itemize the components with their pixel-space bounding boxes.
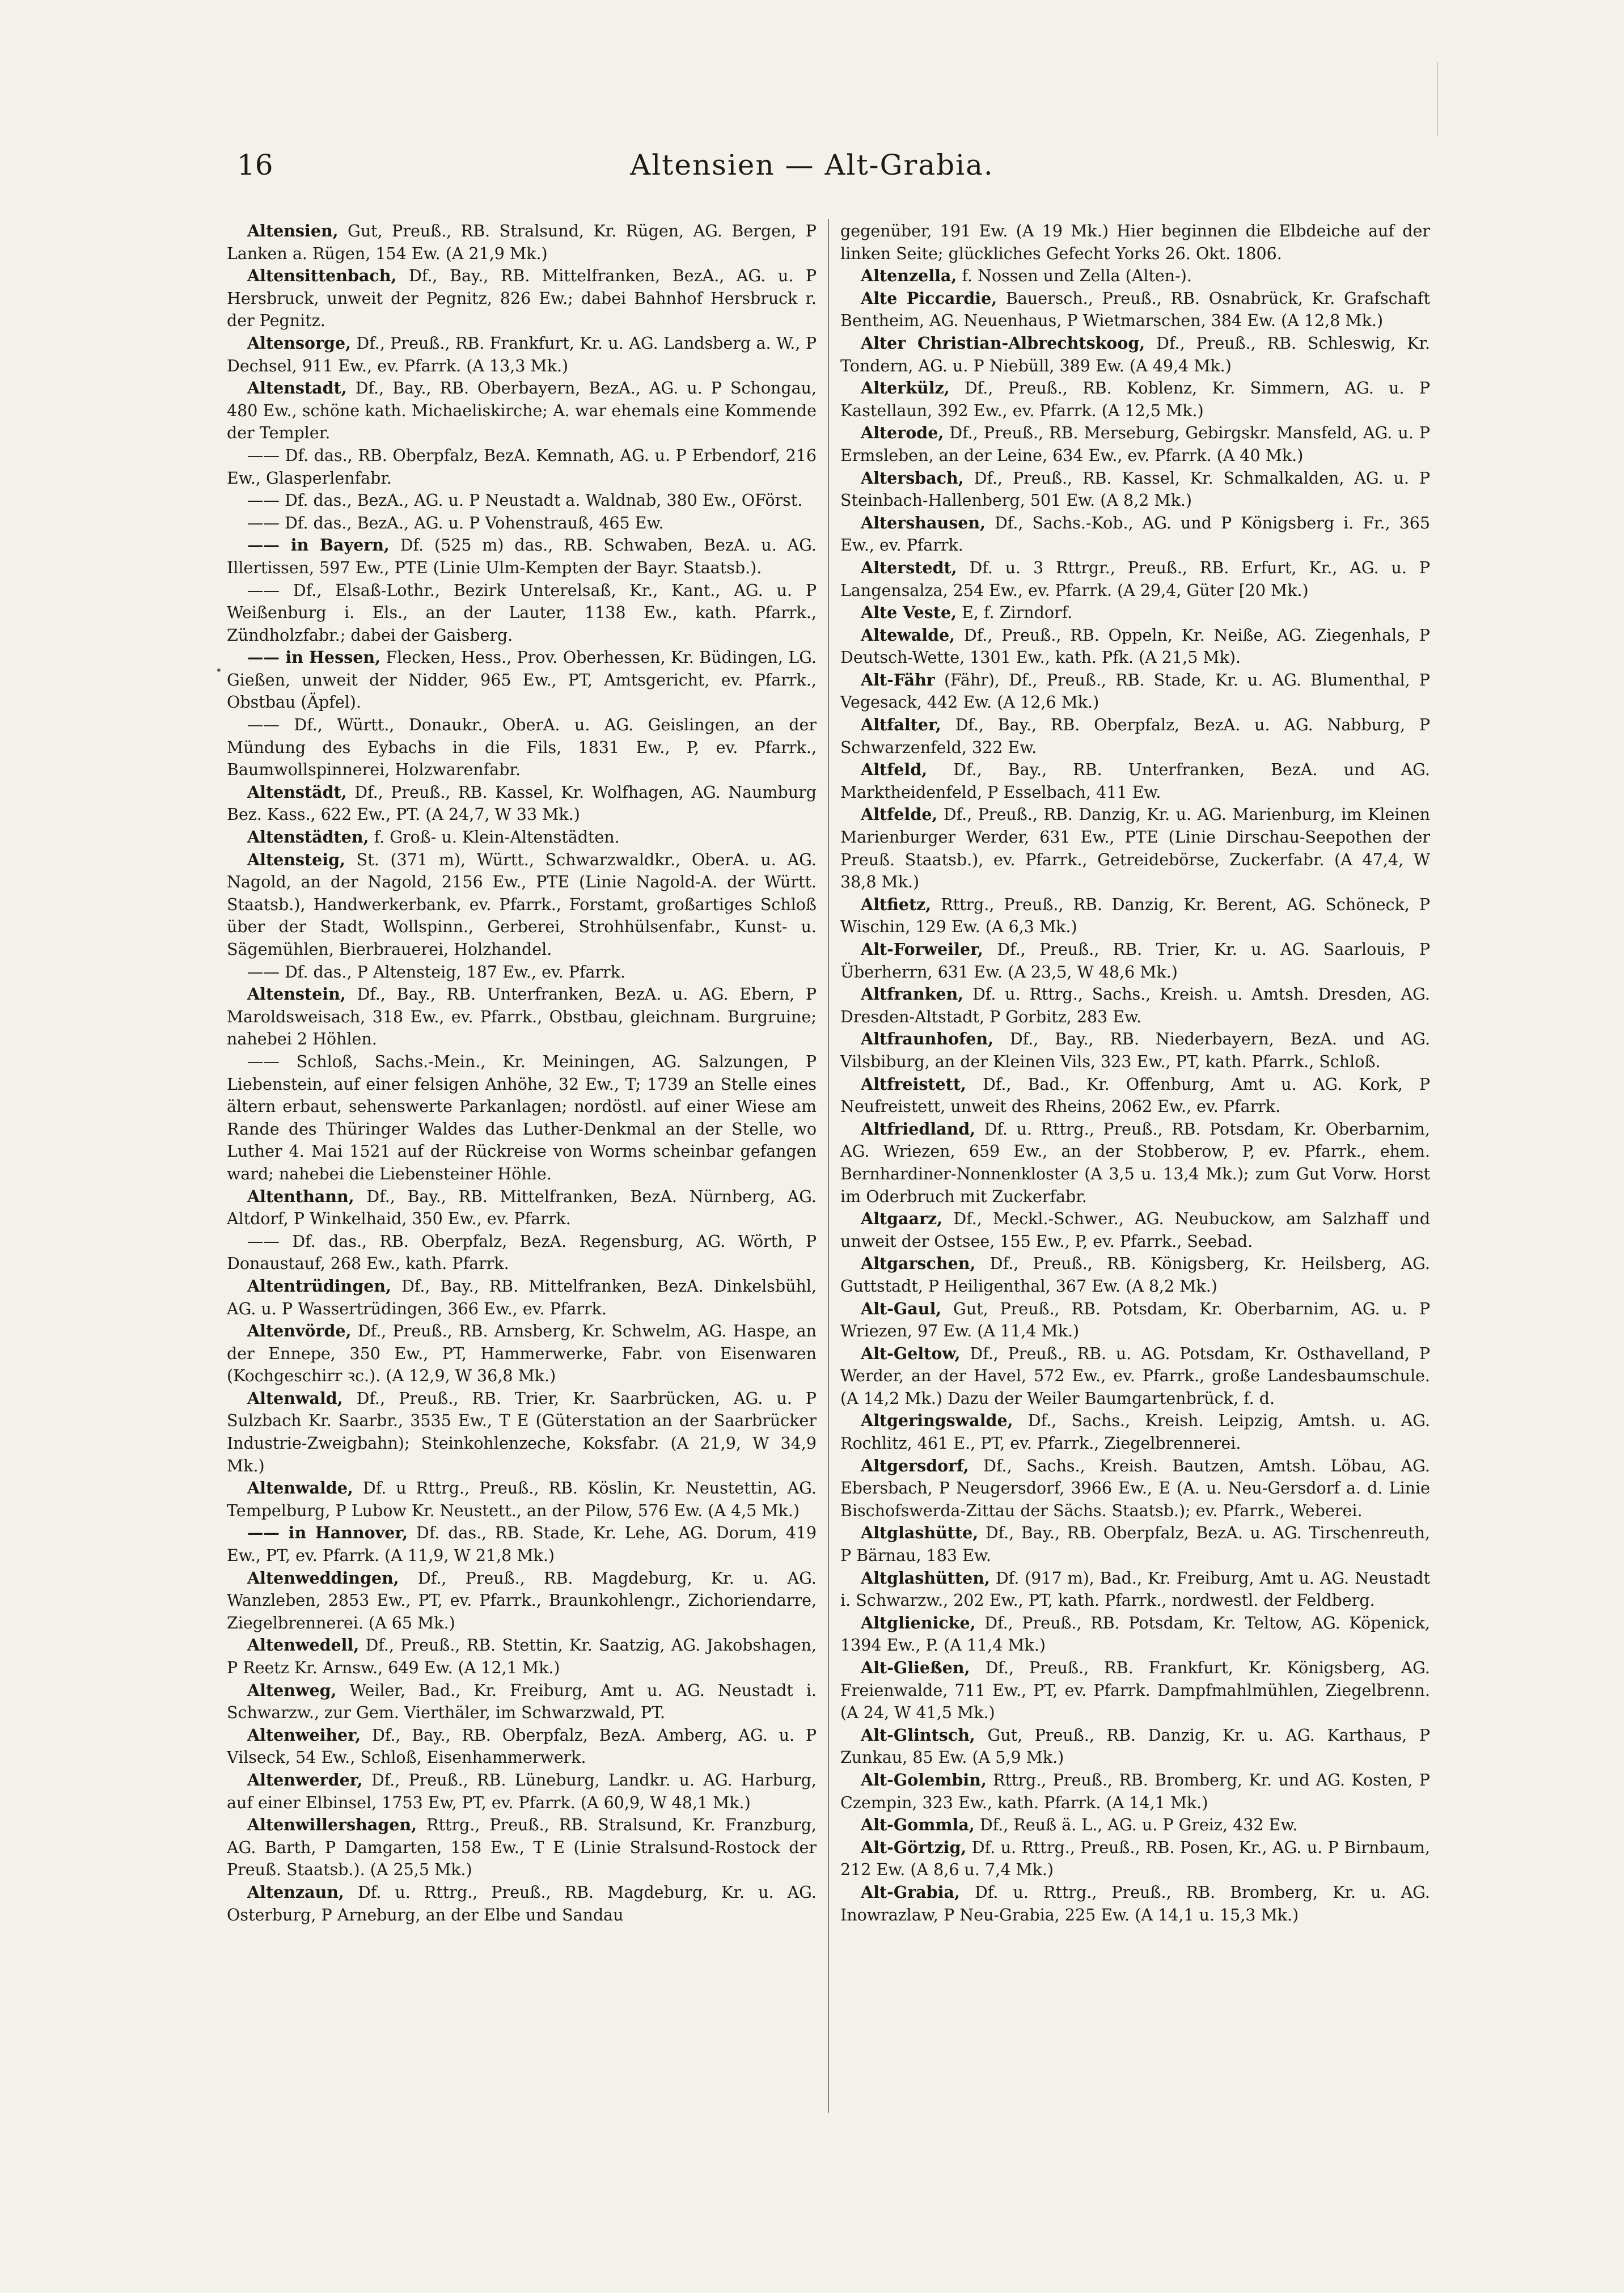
entry-text: Df., Preuß., RB. Potsdam, Kr. Teltow, AG. Köpenick, 1394 Ew., P. (A 11,4 Mk.) [840, 1613, 1430, 1655]
dictionary-entry [227, 1881, 817, 1926]
entry-headword: Altfalter, [861, 715, 941, 735]
entry-text: —— Df. das., BezA., AG. u. P Neustadt a. Waldnab, 380 Ew., OFörst. [247, 491, 803, 510]
entry-text: Df., Preuß., RB. Königsberg, Kr. Heilsberg, AG. Guttstadt, P Heiligenthal, 367 Ew. (A 8,2 Mk.) [840, 1254, 1430, 1296]
entry-headword: Alte Veste, [861, 603, 957, 623]
dictionary-entry [840, 669, 1430, 714]
entry-text: Rttrg., Preuß., RB. Stralsund, Kr. Franzburg, AG. Barth, P Damgarten, 158 Ew., T E (Linie Stralsund-Rostock der Preuß. Staatsb.). (A 25,5 Mk.) [227, 1816, 817, 1880]
entry-headword: Altenzella, [861, 266, 957, 286]
entry-text: Bauersch., Preuß., RB. Osnabrück, Kr. Grafschaft Bentheim, AG. Neuenhaus, P Wietmarschen, 384 Ew. (A 12,8 Mk.) [840, 289, 1430, 331]
entry-headword: Altenwedell, [247, 1635, 360, 1655]
dictionary-entry [227, 826, 817, 849]
entry-text: Df., Bay., RB. Unterfranken, BezA. u. AG. Ebern, P Maroldsweisach, 318 Ew., ev. Pfarrk., Obstbau, gleichnam. Burgruine; nahebei 2 Höhlen. [227, 985, 817, 1049]
dictionary-entry [840, 557, 1430, 602]
column-divider [828, 219, 829, 2113]
entry-text: gegenüber, 191 Ew. (A 19 Mk.) Hier beginnen die Elbdeiche auf der linken Seite; glückliches Gefecht Yorks 26. Okt. 1806. [840, 222, 1430, 263]
entry-headword: Altenstädt, [247, 782, 347, 802]
entry-headword: Alterkülz, [861, 378, 950, 398]
dictionary-entry [840, 983, 1430, 1028]
entry-text: St. (371 m), Württ., Schwarzwaldkr., OberA. u. AG. Nagold, an der Nagold, 2156 Ew., PTE (Linie Nagold-A. der Württ. Staatsb.), Handwerkerbank, ev. Pfarrk., Forstamt, großartiges Schloß über der Stadt, Wollspinn., Gerberei, Strohhülsenfabr., Kunst- u. Sägemühlen, Bierbrauerei, Holzhandel. [227, 850, 817, 959]
entry-headword: Altfelde, [861, 805, 938, 824]
entry-headword: Altenstadt, [247, 378, 347, 398]
entry-text: Df., Preuß., RB. Kassel, Kr. Schmalkalden, AG. u. P Steinbach-Hallenberg, 501 Ew. (A 8,2 Mk.) [840, 468, 1430, 510]
entry-text: Df. (525 m) das., RB. Schwaben, BezA. u. AG. Illertissen, 597 Ew., PTE (Linie Ulm-Kempten der Bayr. Staatsb.). [227, 536, 817, 577]
entry-text: Df. u. Rttrg., Preuß., RB. Posen, Kr., AG. u. P Birnbaum, 212 Ew. (A 8,6 u. 7,4 Mk.) [840, 1838, 1430, 1880]
entry-text: Rttrg., Preuß., RB. Danzig, Kr. Berent, AG. Schöneck, P Wischin, 129 Ew. (A 6,3 Mk.) [840, 895, 1430, 937]
entry-text: Df., Preuß., RB. Magdeburg, Kr. u. AG. Wanzleben, 2853 Ew., PT, ev. Pfarrk., Braunkohlengr., Zichoriendarre, Ziegelbrennerei. (A 65 Mk.) [227, 1568, 817, 1632]
dictionary-entry [840, 1410, 1430, 1454]
dictionary-entry [227, 489, 817, 512]
entry-text: Df., Preuß., RB. Danzig, Kr. u. AG. Marienburg, im Kleinen Marienburger Werder, 631 Ew., PTE (Linie Dirschau-Seepothen der Preuß. Staatsb.), ev. Pfarrk., Getreidebörse, Zuckerfabr. (A 47,4, W 38,8 Mk.) [840, 805, 1430, 892]
entry-text: Df., Bay., RB. Oberbayern, BezA., AG. u. P Schongau, 480 Ew., schöne kath. Michaeliskirche; A. war ehemals eine Kommende der Templer. [227, 379, 817, 443]
entry-headword: Altgarschen, [861, 1254, 976, 1274]
dictionary-entry [840, 1298, 1430, 1343]
entry-text: Df., Bay., RB. Niederbayern, BezA. und AG. Vilsbiburg, an der Kleinen Vils, 323 Ew., PT, kath. Pfarrk., Schloß. [840, 1030, 1430, 1071]
entry-text: Df. u Rttrg., Preuß., RB. Köslin, Kr. Neustettin, AG. Tempelburg, P Lubow Kr. Neustett., an der Pilow, 576 Ew. (A 4,5 Mk.) [227, 1479, 817, 1520]
dictionary-entry [227, 1477, 817, 1522]
entry-headword: —— in Hessen, [247, 648, 381, 667]
dictionary-entry [227, 983, 817, 1051]
entry-headword: Altenstein, [247, 984, 346, 1004]
entry-headword: Alt-Gommla, [861, 1815, 975, 1835]
dictionary-entry [840, 1837, 1430, 1881]
entry-text: Df., Bay., RB. Oberpfalz, BezA. Amberg, AG. u. P Vilseck, 54 Ew., Schloß, Eisenhammerwerk. [227, 1725, 817, 1767]
entry-text: Flecken, Hess., Prov. Oberhessen, Kr. Büdingen, LG. Gießen, unweit der Nidder, 965 Ew., PT, Amtsgericht, ev. Pfarrk., Obstbau (Äpfel). [227, 648, 817, 712]
entry-text: Df., Sachs., Kreish. Leipzig, Amtsh. u. AG. Rochlitz, 461 E., PT, ev. Pfarrk., Ziegelbrennerei. [840, 1411, 1430, 1453]
dictionary-entry [227, 961, 817, 984]
entry-headword: —— in Hannover, [247, 1523, 408, 1543]
dictionary-entry [227, 1051, 817, 1186]
dictionary-entry [227, 377, 817, 445]
entry-headword: Altenweddingen, [247, 1568, 399, 1588]
dictionary-entry [227, 534, 817, 579]
entry-headword: Altensorge, [247, 333, 352, 353]
dictionary-entry [840, 938, 1430, 983]
entry-headword: Altenwald, [247, 1388, 343, 1408]
entry-text: Df., Sachs., Kreish. Bautzen, Amtsh. Löbau, AG. Ebersbach, P Neugersdorf, 3966 Ew., E (A. u. Neu-Gersdorf a. d. Linie Bischofswerda-Zittau der Sächs. Staatsb.); ev. Pfarrk., Weberei. [840, 1456, 1430, 1520]
entry-headword: Altglashütten, [861, 1568, 990, 1588]
entry-text: Rttrg., Preuß., RB. Bromberg, Kr. und AG. Kosten, P Czempin, 323 Ew., kath. Pfarrk. (A 14,1 Mk.) [840, 1770, 1430, 1812]
entry-text: Df. (917 m), Bad., Kr. Freiburg, Amt u. AG. Neustadt i. Schwarzw., 202 Ew., PT, kath. Pfarrk., nordwestl. der Feldberg. [840, 1568, 1430, 1610]
entry-text: Df., Bay., RB. Mittelfranken, BezA. Nürnberg, AG. Altdorf, P Winkelhaid, 350 Ew., ev. Pfarrk. [227, 1187, 817, 1229]
entry-headword: Altglienicke, [861, 1613, 976, 1632]
dictionary-entry [840, 1522, 1430, 1567]
entry-text: Df., Sachs.-Kob., AG. und P Königsberg i. Fr., 365 Ew., ev. Pfarrk. [840, 513, 1430, 555]
dictionary-entry [227, 579, 817, 647]
entry-headword: Altenwillershagen, [247, 1815, 417, 1835]
entry-text: Df., Preuß., RB. Frankfurt, Kr. u. AG. Landsberg a. W., P Dechsel, 911 Ew., ev. Pfarrk. (A 13,3 Mk.) [227, 333, 817, 375]
dictionary-entry [840, 467, 1430, 512]
entry-text: —— Df. das., RB. Oberpfalz, BezA. Kemnath, AG. u. P Erbendorf, 216 Ew., Glasperlenfabr. [227, 446, 817, 488]
entry-text: Gut, Preuß., RB. Danzig, Kr. u. AG. Karthaus, P Zunkau, 85 Ew. (A 5,9 Mk.) [840, 1725, 1430, 1767]
entry-text: Df., Bad., Kr. Offenburg, Amt u. AG. Kork, P Neufreistett, unweit des Rheins, 2062 Ew., ev. Pfarrk. [840, 1074, 1430, 1116]
dictionary-entry [840, 1118, 1430, 1208]
entry-text: Df., Preuß., RB. Oppeln, Kr. Neiße, AG. Ziegenhals, P Deutsch-Wette, 1301 Ew., kath. Pfk. (A 21,5 Mk). [840, 625, 1430, 667]
entry-text: Df. u. Rttrg., Preuß., RB. Potsdam, Kr. Oberbarnim, AG. Wriezen, 659 Ew., an der Stobberow, P, ev. Pfarrk., ehem. Bernhardiner-Nonnenkloster (A 3,5 u. 13,4 Mk.); zum Gut Vorw. Horst im Oderbruch mit Zuckerfabr. [840, 1119, 1430, 1206]
dictionary-entry [840, 512, 1430, 557]
dictionary-entry [840, 714, 1430, 759]
entry-headword: Altensittenbach, [247, 266, 397, 286]
entry-headword: Alt-Görtzig, [861, 1837, 967, 1857]
entry-text: Df., Preuß., RB. Trier, Kr. Saarbrücken, AG. u. P Sulzbach Kr. Saarbr., 3535 Ew., T E (Güterstation an der Saarbrücker Industrie-Zweigbahn); Steinkohlenzeche, Koksfabr. (A 21,9, W 34,9 Mk.) [227, 1389, 817, 1475]
entry-headword: Altenstädten, [247, 827, 369, 847]
dictionary-entry [227, 220, 817, 265]
dictionary-entry [840, 287, 1430, 332]
dictionary-entry [840, 894, 1430, 938]
dictionary-entry [227, 1522, 817, 1567]
entry-headword: Altewalde, [861, 625, 955, 645]
dictionary-entry [840, 1455, 1430, 1522]
dictionary-entry [227, 781, 817, 826]
entry-text: —— Df., Elsaß-Lothr., Bezirk Unterelsaß, Kr., Kant., AG. u. P Weißenburg i. Els., an der Lauter, 1138 Ew., kath. Pfarrk., Zündholzfabr.; dabei der Gaisberg. [227, 581, 817, 645]
dictionary-entry [227, 512, 817, 535]
entry-text: —— Df., Württ., Donaukr., OberA. u. AG. Geislingen, an der Mündung des Eybachs in die Fils, 1831 Ew., P, ev. Pfarrk., Baumwollspinnerei, Holzwarenfabr. [227, 716, 817, 780]
entry-headword: Alterstedt, [861, 557, 957, 577]
entry-text: Df., Meckl.-Schwer., AG. Neubuckow, am Salzhaff und unweit der Ostsee, 155 Ew., P, ev. Pfarrk., Seebad. [840, 1209, 1430, 1251]
dictionary-entry [840, 422, 1430, 467]
dictionary-entry [840, 1253, 1430, 1297]
entry-text: Df., Reuß ä. L., AG. u. P Greiz, 432 Ew. [974, 1816, 1298, 1835]
dictionary-entry [840, 1612, 1430, 1657]
entry-text: Gut, Preuß., RB. Potsdam, Kr. Oberbarnim, AG. u. P Wriezen, 97 Ew. (A 11,4 Mk.) [840, 1299, 1430, 1341]
entry-headword: Altfietz, [861, 894, 932, 914]
left-column [227, 220, 817, 1926]
entry-headword: Altgeringswalde, [861, 1411, 1013, 1431]
entry-text: Df., Preuß., RB. Merseburg, Gebirgskr. Mansfeld, AG. u. P Ermsleben, an der Leine, 634 Ew., ev. Pfarrk. (A 40 Mk.) [840, 424, 1430, 465]
entry-text: Df., Preuß., RB. Lüneburg, Landkr. u. AG. Harburg, auf einer Elbinsel, 1753 Ew, PT, ev. Pfarrk. (A 60,9, W 48,1 Mk.) [227, 1770, 817, 1812]
dictionary-entry [840, 759, 1430, 803]
entry-text: —— Df. das., RB. Oberpfalz, BezA. Regensburg, AG. Wörth, P Donaustauf, 268 Ew., kath. Pfarrk. [227, 1232, 817, 1274]
entry-headword: Altensien, [247, 221, 339, 240]
dictionary-entry [227, 646, 817, 714]
entry-text: Df., Preuß., RB. Arnsberg, Kr. Schwelm, AG. Haspe, an der Ennepe, 350 Ew., PT, Hammerwerke, Fabr. von Eisenwaren (Kochgeschirr ꝛc.). (A 12,9, W 36,8 Mk.) [227, 1322, 817, 1386]
entry-text: Gut, Preuß., RB. Stralsund, Kr. Rügen, AG. Bergen, P Lanken a. Rügen, 154 Ew. (A 21,9 Mk.) [227, 222, 817, 263]
entry-headword: Altentrüdingen, [247, 1276, 392, 1296]
dictionary-entry [227, 1387, 817, 1477]
entry-text: f. Groß- u. Klein-Altenstädten. [369, 828, 620, 847]
dictionary-entry [840, 220, 1430, 265]
entry-headword: Altershausen, [861, 513, 986, 532]
dictionary-entry [840, 1208, 1430, 1253]
entry-headword: Altgersdorf, [861, 1456, 969, 1475]
entry-headword: Altenweiher, [247, 1725, 361, 1745]
entry-text: Df., Bay., RB. Mittelfranken, BezA., AG. u. P Hersbruck, unweit der Pegnitz, 826 Ew.; dabei Bahnhof Hersbruck r. der Pegnitz. [227, 266, 817, 331]
entry-text: Df., Bay., RB. Unterfranken, BezA. und AG. Marktheidenfeld, P Esselbach, 411 Ew. [840, 760, 1430, 802]
dictionary-entry [227, 1275, 817, 1320]
entry-headword: Altfranken, [861, 984, 964, 1004]
dictionary-entry [840, 332, 1430, 377]
dictionary-entry [227, 445, 817, 489]
dictionary-entry [840, 803, 1430, 893]
entry-headword: Altgaarz, [861, 1209, 943, 1229]
entry-text: Df., Preuß., RB. Schleswig, Kr. Tondern, AG. u. P Niebüll, 389 Ew. (A 49,4 Mk.) [840, 333, 1430, 375]
entry-headword: Altenwerder, [247, 1770, 363, 1789]
entry-headword: Alt-Gaul, [861, 1298, 942, 1318]
margin-mark [1437, 62, 1441, 136]
dictionary-entry [840, 1814, 1430, 1837]
entry-text: f. Nossen und Zella (Alten-). [957, 266, 1192, 286]
dictionary-entry [227, 1567, 817, 1635]
entry-headword: Alt-Gließen, [861, 1658, 970, 1677]
dictionary-entry [227, 1634, 817, 1679]
entry-headword: Altenzaun, [247, 1882, 344, 1902]
entry-headword: Alt-Forweiler, [861, 940, 983, 959]
dictionary-entry [227, 1724, 817, 1769]
dictionary-entry [227, 332, 817, 377]
entry-text: Df. u. Rttrg., Preuß., RB. Bromberg, Kr. u. AG. Inowrazlaw, P Neu-Grabia, 225 Ew. (A 14,1 u. 15,3 Mk.) [840, 1882, 1430, 1924]
entry-text: Df., Preuß., RB. Frankfurt, Kr. Königsberg, AG. Freienwalde, 711 Ew., PT, ev. Pfarrk. Dampfmahlmühlen, Ziegelbrenn. (A 24, W 41,5 Mk.) [840, 1659, 1430, 1723]
entry-headword: Altfreistett, [861, 1074, 966, 1094]
dictionary-entry [840, 602, 1430, 624]
entry-text: —— Df. das., P Altensteig, 187 Ew., ev. Pfarrk. [247, 962, 626, 981]
entry-text: Df. u. Rttrg., Preuß., RB. Magdeburg, Kr. u. AG. Osterburg, P Arneburg, an der Elbe und Sandau [227, 1882, 817, 1924]
entry-text: Df., Preuß., RB. u. AG. Potsdam, Kr. Osthavelland, P Werder, an der Havel, 572 Ew., ev. Pfarrk., große Landesbaumschule. (A 14,2 Mk.) Dazu der Weiler Baumgartenbrück, f. d. [840, 1344, 1430, 1408]
dictionary-entry [840, 377, 1430, 422]
entry-headword: Alt-Fähr [861, 670, 935, 689]
entry-text: Df., Bay., RB. Oberpfalz, BezA. u. AG. Tirschenreuth, P Bärnau, 183 Ew. [840, 1524, 1430, 1566]
dictionary-entry [840, 265, 1430, 287]
entry-headword: Altglashütte, [861, 1523, 979, 1543]
entry-headword: Alt-Grabia, [861, 1882, 960, 1902]
entry-text: Df., Preuß., RB. Koblenz, Kr. Simmern, AG. u. P Kastellaun, 392 Ew., ev. Pfarrk. (A 12,5 Mk.) [840, 379, 1430, 420]
dictionary-entry [840, 1073, 1430, 1118]
entry-text: Df. u. 3 Rttrgr., Preuß., RB. Erfurt, Kr., AG. u. P Langensalza, 254 Ew., ev. Pfarrk. (A 29,4, Güter [20 Mk.) [840, 558, 1430, 600]
entry-headword: Altfraunhofen, [861, 1029, 994, 1049]
entry-text: Df., Preuß., RB. Kassel, Kr. Wolfhagen, AG. Naumburg Bez. Kass., 622 Ew., PT. (A 24,7, W 33 Mk.) [227, 782, 817, 824]
entry-headword: Alter Christian-Albrechtskoog, [861, 333, 1145, 353]
dictionary-entry [227, 1230, 817, 1275]
entry-text: Df., Preuß., RB. Trier, Kr. u. AG. Saarlouis, P Überherrn, 631 Ew. (A 23,5, W 48,6 Mk.) [840, 940, 1430, 981]
entry-text: —— Schloß, Sachs.-Mein., Kr. Meiningen, AG. Salzungen, P Liebenstein, auf einer felsigen Anhöhe, 32 Ew., T; 1739 an Stelle eines ältern erbaut, sehenswerte Parkanlagen; nordöstl. auf einer Wiese am Rande des Thüringer Waldes das Luther-Denkmal an der Stelle, wo Luther 4. Mai 1521 auf der Rückreise von Worms scheinbar gefangen ward; nahebei die Liebensteiner Höhle. [227, 1052, 817, 1183]
entry-text: Df., Bay., RB. Oberpfalz, BezA. u. AG. Nabburg, P Schwarzenfeld, 322 Ew. [840, 716, 1430, 757]
entry-text: Weiler, Bad., Kr. Freiburg, Amt u. AG. Neustadt i. Schwarzw., zur Gem. Vierthäler, im Schwarzwald, PT. [227, 1681, 817, 1723]
dictionary-entry [840, 624, 1430, 669]
entry-text: Df. das., RB. Stade, Kr. Lehe, AG. Dorum, 419 Ew., PT, ev. Pfarrk. (A 11,9, W 21,8 Mk.) [227, 1524, 817, 1566]
entry-text: E, f. Zirndorf. [957, 603, 1073, 623]
entry-text: Df. u. Rttrg., Sachs., Kreish. u. Amtsh. Dresden, AG. Dresden-Altstadt, P Gorbitz, 283 Ew. [840, 985, 1430, 1026]
page-number: 16 [237, 149, 273, 181]
entry-headword: Altfriedland, [861, 1119, 976, 1139]
entry-headword: —— in Bayern, [247, 535, 390, 555]
dictionary-entry [227, 1320, 817, 1387]
entry-text: (Fähr), Df., Preuß., RB. Stade, Kr. u. AG. Blumenthal, P Vegesack, 442 Ew. (A 12,6 Mk.) [840, 670, 1430, 712]
entry-headword: Altensteig, [247, 849, 345, 869]
right-column [840, 220, 1430, 1926]
entry-headword: Alte Piccardie, [861, 288, 997, 308]
entry-headword: Altenthann, [247, 1186, 354, 1206]
entry-headword: Altenvörde, [247, 1321, 352, 1341]
entry-headword: Altersbach, [861, 468, 964, 488]
dictionary-entry [840, 1881, 1430, 1926]
entry-headword: Altenweg, [247, 1680, 337, 1700]
entry-text: —— Df. das., BezA., AG. u. P Vohenstrauß, 465 Ew. [247, 513, 664, 532]
entry-text: Df., Preuß., RB. Stettin, Kr. Saatzig, AG. Jakobshagen, P Reetz Kr. Arnsw., 649 Ew. (A 12,1 Mk.) [227, 1636, 817, 1677]
bullet-mark: • [215, 663, 222, 677]
dictionary-entry [227, 1769, 817, 1814]
entry-text: Df., Bay., RB. Mittelfranken, BezA. Dinkelsbühl, AG. u. P Wassertrüdingen, 366 Ew., ev. Pfarrk. [227, 1276, 817, 1318]
dictionary-entry [227, 1814, 817, 1881]
running-title: Altensien — Alt-Grabia. [630, 149, 994, 181]
dictionary-entry [840, 1567, 1430, 1612]
dictionary-entry [227, 714, 817, 781]
dictionary-entry [227, 1186, 817, 1230]
dictionary-entry [840, 1657, 1430, 1724]
entry-headword: Alt-Glintsch, [861, 1725, 975, 1745]
dictionary-entry [227, 265, 817, 332]
entry-headword: Alt-Geltow, [861, 1343, 961, 1363]
dictionary-entry [840, 1769, 1430, 1814]
dictionary-entry [840, 1028, 1430, 1073]
dictionary-entry [840, 1724, 1430, 1769]
dictionary-entry [227, 849, 817, 961]
dictionary-entry [227, 1679, 817, 1724]
dictionary-entry [840, 1343, 1430, 1410]
entry-headword: Alt-Golembin, [861, 1770, 987, 1789]
entry-headword: Altfeld, [861, 760, 928, 780]
entry-headword: Alterode, [861, 423, 944, 443]
entry-headword: Altenwalde, [247, 1478, 353, 1498]
